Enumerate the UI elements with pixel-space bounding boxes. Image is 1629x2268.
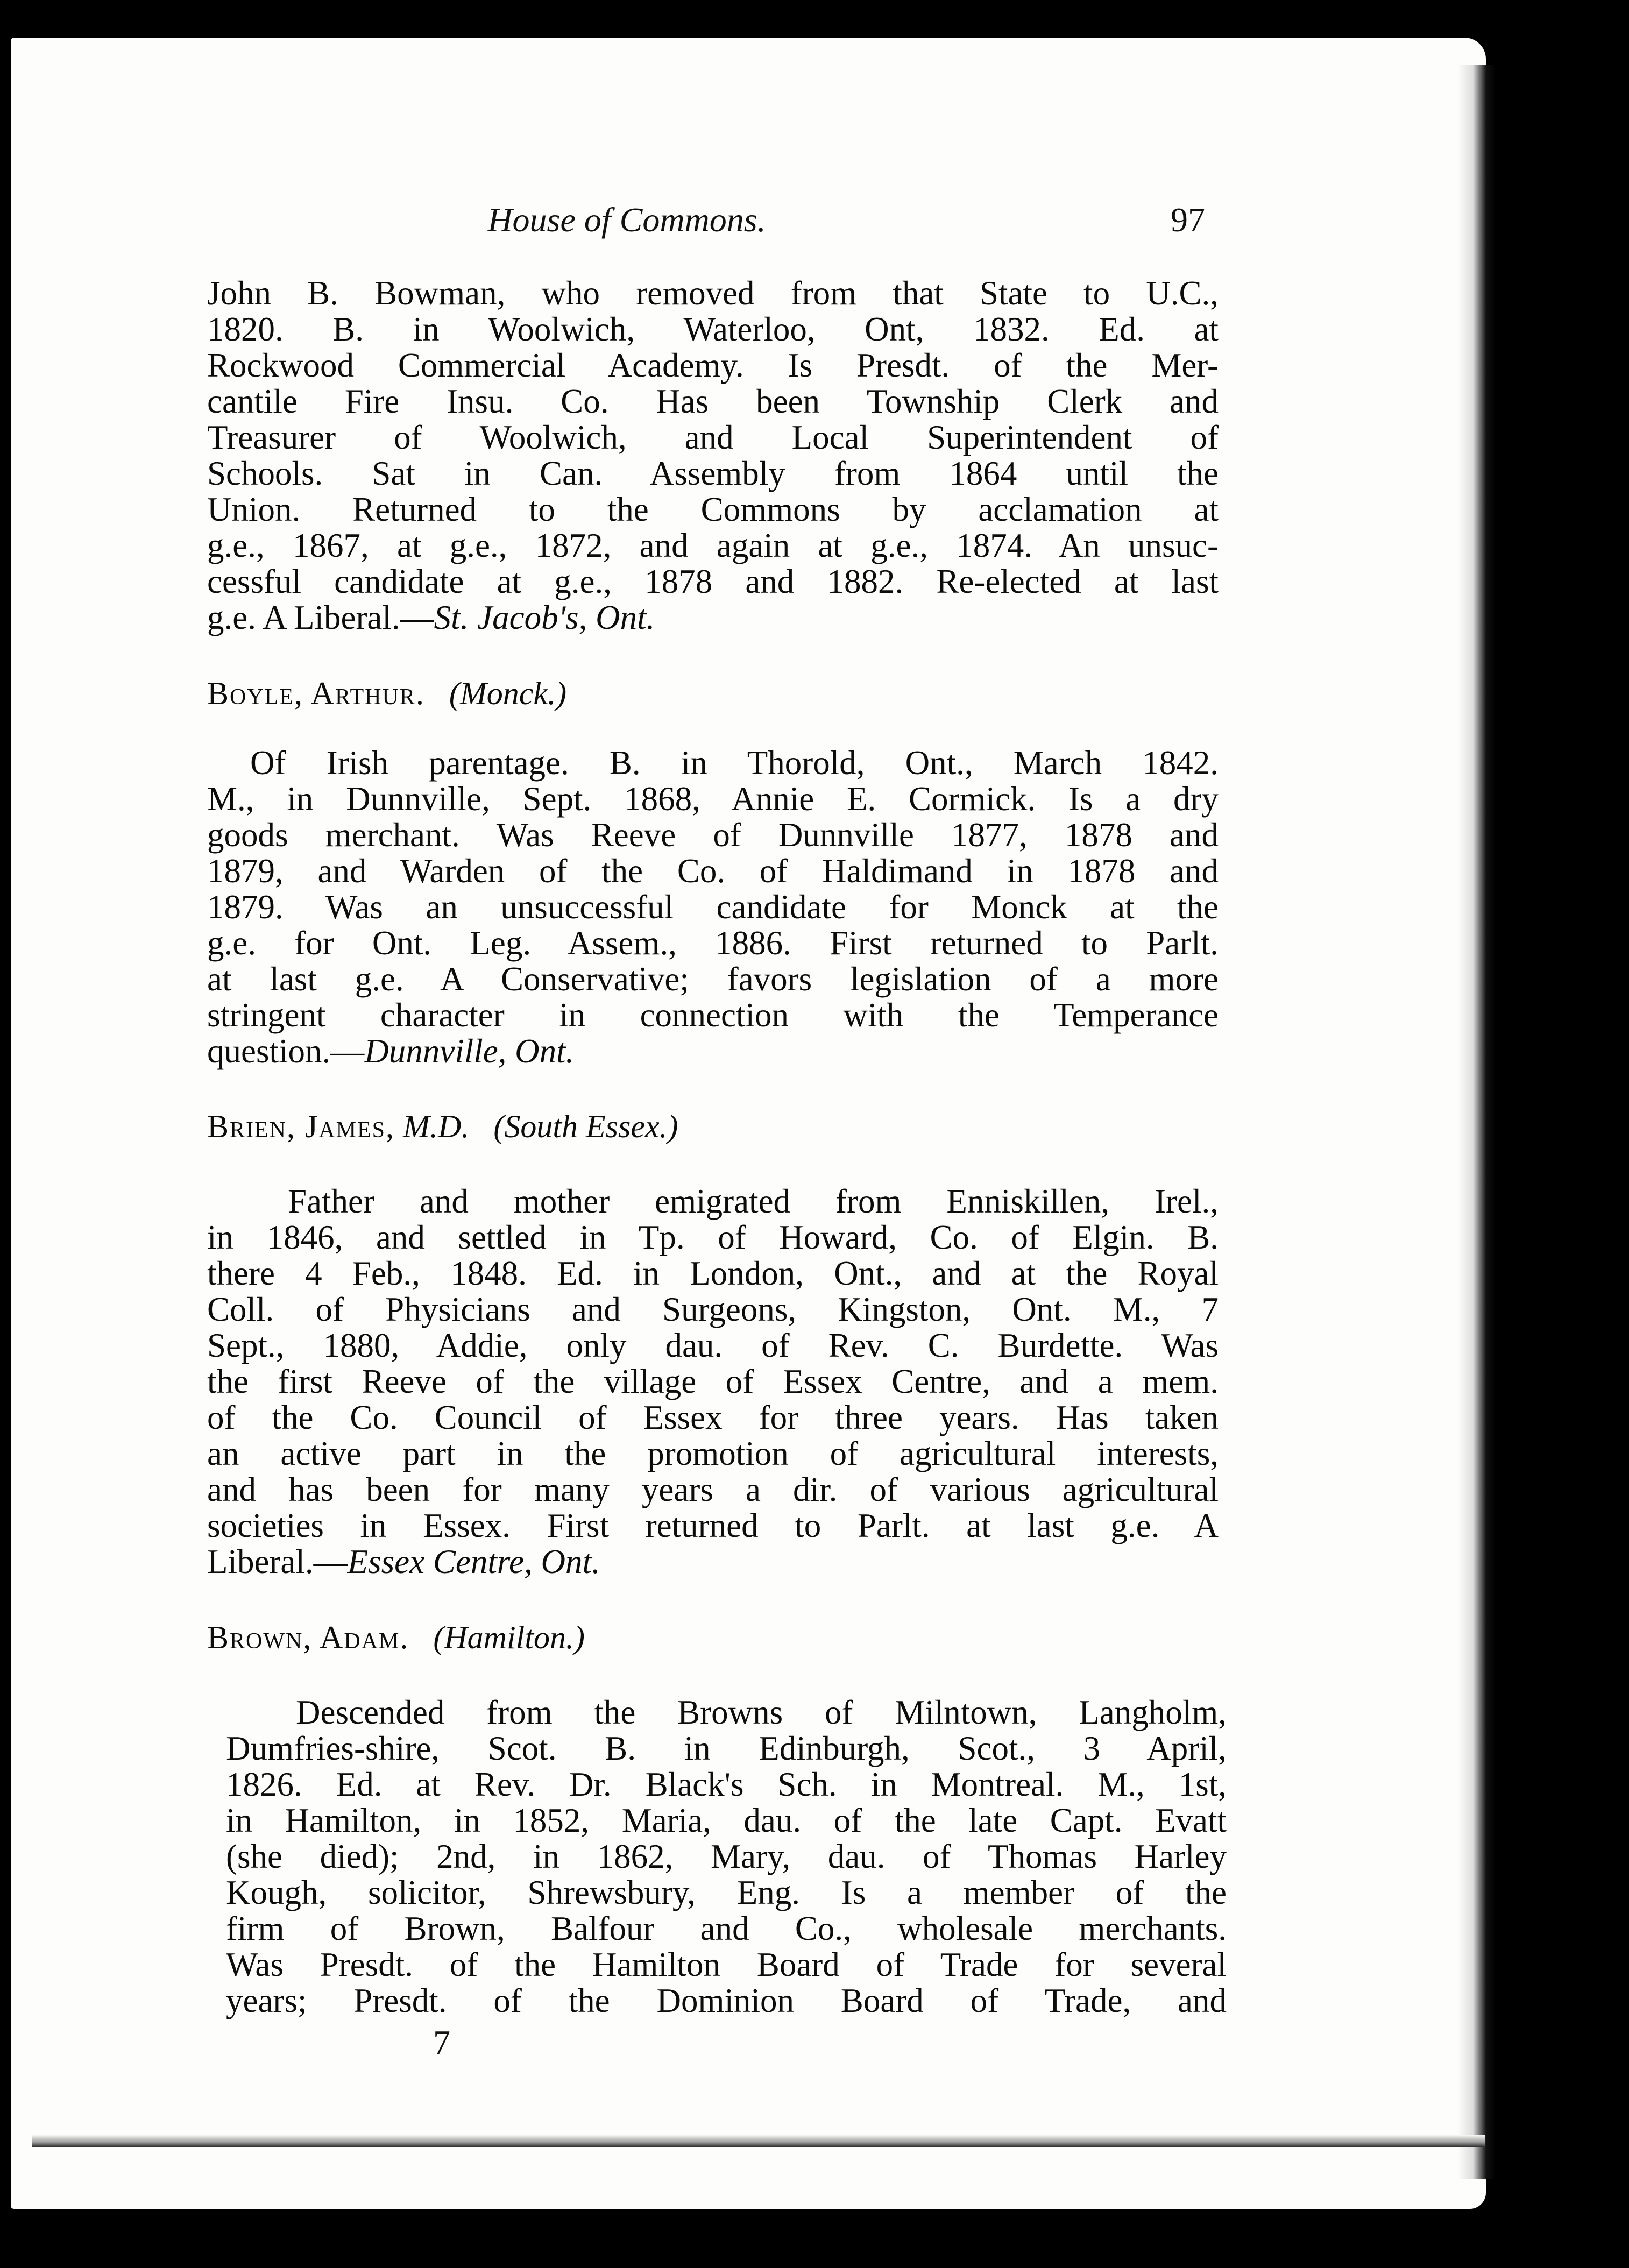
text-line: (she died); 2nd, in 1862, Mary, dau. of Thomas Harley bbox=[226, 1838, 1227, 1875]
residence: St. Jacob's, Ont. bbox=[434, 599, 655, 636]
text-line: Of Irish parentage. B. in Thorold, Ont., March 1842. bbox=[250, 744, 1219, 782]
text-line: cessful candidate at g.e., 1878 and 1882. Re-elected at last bbox=[207, 563, 1219, 600]
text-line: g.e., 1867, at g.e., 1872, and again at g.e., 1874. An unsuc- bbox=[207, 527, 1219, 564]
member-name: Boyle, Arthur. bbox=[207, 676, 425, 711]
constituency: (South Essex.) bbox=[493, 1109, 678, 1144]
text-line: 1879, and Warden of the Co. of Haldimand in 1878 and bbox=[207, 852, 1219, 890]
text-line-last: g.e. A Liberal.—St. Jacob's, Ont. bbox=[207, 599, 655, 636]
text-line: Treasurer of Woolwich, and Local Superintendent of bbox=[207, 419, 1219, 456]
entry-heading bbox=[207, 675, 566, 712]
text-line: 1879. Was an unsuccessful candidate for Monck at the bbox=[207, 888, 1219, 926]
constituency: (Hamilton.) bbox=[433, 1620, 585, 1655]
text-line: cantile Fire Insu. Co. Has been Township Clerk and bbox=[207, 382, 1219, 420]
text-line: Dumfries-shire, Scot. B. in Edinburgh, Scot., 3 April, bbox=[226, 1730, 1227, 1767]
text-line: societies in Essex. First returned to Parlt. at last g.e. A bbox=[207, 1507, 1219, 1544]
text-line-last: Liberal.—Essex Centre, Ont. bbox=[207, 1543, 600, 1580]
text-line: stringent character in connection with the Temperance bbox=[207, 996, 1219, 1034]
text-line: Union. Returned to the Commons by acclamation at bbox=[207, 491, 1219, 528]
text-line-last: question.—Dunnville, Ont. bbox=[207, 1032, 575, 1070]
text-line: Schools. Sat in Can. Assembly from 1864 until the bbox=[207, 455, 1219, 492]
text-line: the first Reeve of the village of Essex Centre, and a mem. bbox=[207, 1363, 1219, 1400]
entry-heading bbox=[207, 1108, 678, 1145]
text-line: Father and mother emigrated from Enniskillen, Irel., bbox=[288, 1182, 1219, 1220]
text-line: of the Co. Council of Essex for three years. Has taken bbox=[207, 1399, 1219, 1436]
text-column bbox=[207, 0, 1227, 2268]
text-line: in 1846, and settled in Tp. of Howard, Co. of Elgin. B. bbox=[207, 1218, 1219, 1256]
text-line: years; Presdt. of the Dominion Board of Trade, and bbox=[226, 1982, 1227, 2019]
text-line: firm of Brown, Balfour and Co., wholesale merchants. bbox=[226, 1910, 1227, 1947]
text-line: Kough, solicitor, Shrewsbury, Eng. Is a member of the bbox=[226, 1874, 1227, 1911]
running-title: House of Commons. bbox=[487, 201, 766, 239]
text-line: 1820. B. in Woolwich, Waterloo, Ont, 1832. Ed. at bbox=[207, 310, 1219, 348]
degree: M.D. bbox=[403, 1109, 470, 1144]
text-line: in Hamilton, in 1852, Maria, dau. of the late Capt. Evatt bbox=[226, 1802, 1227, 1839]
entry-heading bbox=[207, 1619, 585, 1656]
text-line: Sept., 1880, Addie, only dau. of Rev. C. Burdette. Was bbox=[207, 1327, 1219, 1364]
signature-mark: 7 bbox=[433, 2023, 450, 2061]
residence: Essex Centre, Ont. bbox=[347, 1543, 600, 1580]
text-line: and has been for many years a dir. of various agricultural bbox=[207, 1471, 1219, 1508]
text-line: goods merchant. Was Reeve of Dunnville 1877, 1878 and bbox=[207, 816, 1219, 854]
residence: Dunnville, Ont. bbox=[364, 1032, 575, 1070]
text-line: at last g.e. A Conservative; favors legislation of a more bbox=[207, 960, 1219, 998]
page-edge-right bbox=[1458, 65, 1496, 2179]
text-line: Was Presdt. of the Hamilton Board of Trade for several bbox=[226, 1946, 1227, 1983]
constituency: (Monck.) bbox=[449, 676, 567, 711]
text-line: there 4 Feb., 1848. Ed. in London, Ont., and at the Royal bbox=[207, 1255, 1219, 1292]
text-line: g.e. for Ont. Leg. Assem., 1886. First returned to Parlt. bbox=[207, 924, 1219, 962]
text-line: M., in Dunnville, Sept. 1868, Annie E. Cormick. Is a dry bbox=[207, 780, 1219, 818]
text-line: 1826. Ed. at Rev. Dr. Black's Sch. in Montreal. M., 1st, bbox=[226, 1766, 1227, 1803]
text-line: Descended from the Browns of Milntown, Langholm, bbox=[296, 1693, 1227, 1731]
text-line: John B. Bowman, who removed from that State to U.C., bbox=[207, 274, 1219, 312]
member-name: Brien, James, bbox=[207, 1109, 395, 1144]
text-line: an active part in the promotion of agricultural interests, bbox=[207, 1435, 1219, 1472]
text-line: Rockwood Commercial Academy. Is Presdt. of the Mer- bbox=[207, 346, 1219, 384]
page-number: 97 bbox=[1171, 201, 1205, 239]
text-line: Coll. of Physicians and Surgeons, Kingston, Ont. M., 7 bbox=[207, 1291, 1219, 1328]
member-name: Brown, Adam. bbox=[207, 1620, 409, 1655]
